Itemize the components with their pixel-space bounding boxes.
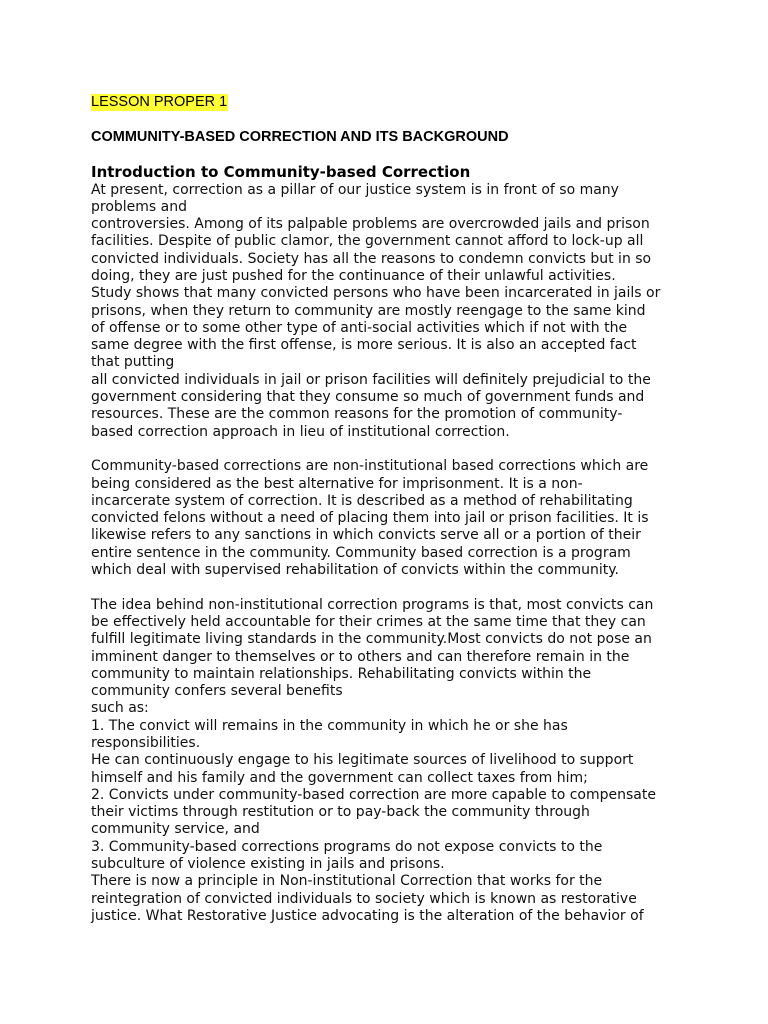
text-line: community to maintain relationships. Rehabilitating convicts within the	[91, 665, 592, 682]
text-line: convicted individuals. Society has all the reasons to condemn convicts but in so	[91, 250, 652, 267]
text-line: facilities. Despite of public clamor, the government cannot afford to lock-up all	[91, 233, 644, 250]
text-line: controversies. Among of its palpable problems are overcrowded jails and prison	[91, 216, 650, 233]
text-line: At present, correction as a pillar of our justice system is in front of so many	[91, 181, 619, 198]
text-line: responsibilities.	[91, 735, 201, 751]
body-text	[91, 182, 691, 926]
text-line: all convicted individuals in jail or prison facilities will definitely prejudicial to the	[91, 371, 651, 388]
section-title: COMMUNITY-BASED CORRECTION AND ITS BACKGROUND	[91, 129, 509, 145]
text-line: imminent danger to themselves or to others and can therefore remain in the	[91, 648, 630, 665]
text-line: doing, they are just pushed for the continuance of their unlawful activities.	[91, 267, 616, 284]
document-page	[91, 93, 691, 925]
text-line: himself and his family and the government can collect taxes from him;	[91, 769, 588, 786]
text-line: of offense or to some other type of anti-social activities which if not with the	[91, 319, 628, 336]
text-line: 3. Community-based corrections programs do not expose convicts to the	[91, 838, 603, 855]
text-line: that putting	[91, 354, 175, 371]
text-line: community confers several benefits	[91, 683, 343, 700]
text-line: Study shows that many convicted persons who have been incarcerated in jails or	[91, 285, 661, 302]
text-line: their victims through restitution or to pay-back the community through	[91, 804, 590, 821]
text-line: being considered as the best alternative for imprisonment. It is a non-	[91, 475, 583, 492]
lesson-label-wrapper	[91, 93, 691, 111]
text-line: justice. What Restorative Justice advocating is the alteration of the behavior of	[91, 907, 644, 924]
text-line: Community-based corrections are non-institutional based corrections which are	[91, 458, 649, 475]
text-line: based correction approach in lieu of institutional correction.	[91, 423, 510, 440]
text-line: There is now a principle in Non-institutional Correction that works for the	[91, 873, 603, 890]
text-line: community service, and	[91, 821, 260, 838]
text-line: likewise refers to any sanctions in which convicts serve all or a portion of their	[91, 527, 641, 544]
text-line: government considering that they consume so much of government funds and	[91, 389, 645, 406]
text-line: prisons, when they return to community are mostly reengage to the same kind	[91, 302, 646, 319]
text-line: same degree with the first offense, is more serious. It is also an accepted fact	[91, 337, 637, 354]
text-line: be effectively held accountable for their crimes at the same time that they can	[91, 613, 646, 630]
text-line: such as:	[91, 700, 149, 717]
text-line: incarcerate system of correction. It is described as a method of rehabilitating	[91, 492, 633, 509]
text-line: problems and	[91, 198, 188, 215]
text-line: He can continuously engage to his legitimate sources of livelihood to support	[91, 752, 634, 769]
text-line: resources. These are the common reasons for the promotion of community-	[91, 406, 623, 423]
text-line: fulfill legitimate living standards in the community.Most convicts do not pose an	[91, 631, 652, 648]
lesson-label: LESSON PROPER 1	[91, 94, 228, 110]
text-line: The idea behind non-institutional correction programs is that, most convicts can	[91, 596, 654, 613]
text-line: which deal with supervised rehabilitation of convicts within the community.	[91, 562, 619, 579]
text-line: reintegration of convicted individuals to society which is known as restorative	[91, 890, 637, 907]
text-line: 1. The convict will remains in the community in which he or she has	[91, 717, 568, 734]
text-line: convicted felons without a need of placing them into jail or prison facilities. It is	[91, 510, 649, 527]
paragraph-gap	[91, 579, 691, 596]
subsection-title: Introduction to Community-based Correction	[91, 163, 471, 181]
paragraph-gap	[91, 441, 691, 458]
text-line: 2. Convicts under community-based correction are more capable to compensate	[91, 786, 656, 803]
text-line: subculture of violence existing in jails and prisons.	[91, 856, 445, 873]
text-line: entire sentence in the community. Community based correction is a program	[91, 544, 631, 561]
